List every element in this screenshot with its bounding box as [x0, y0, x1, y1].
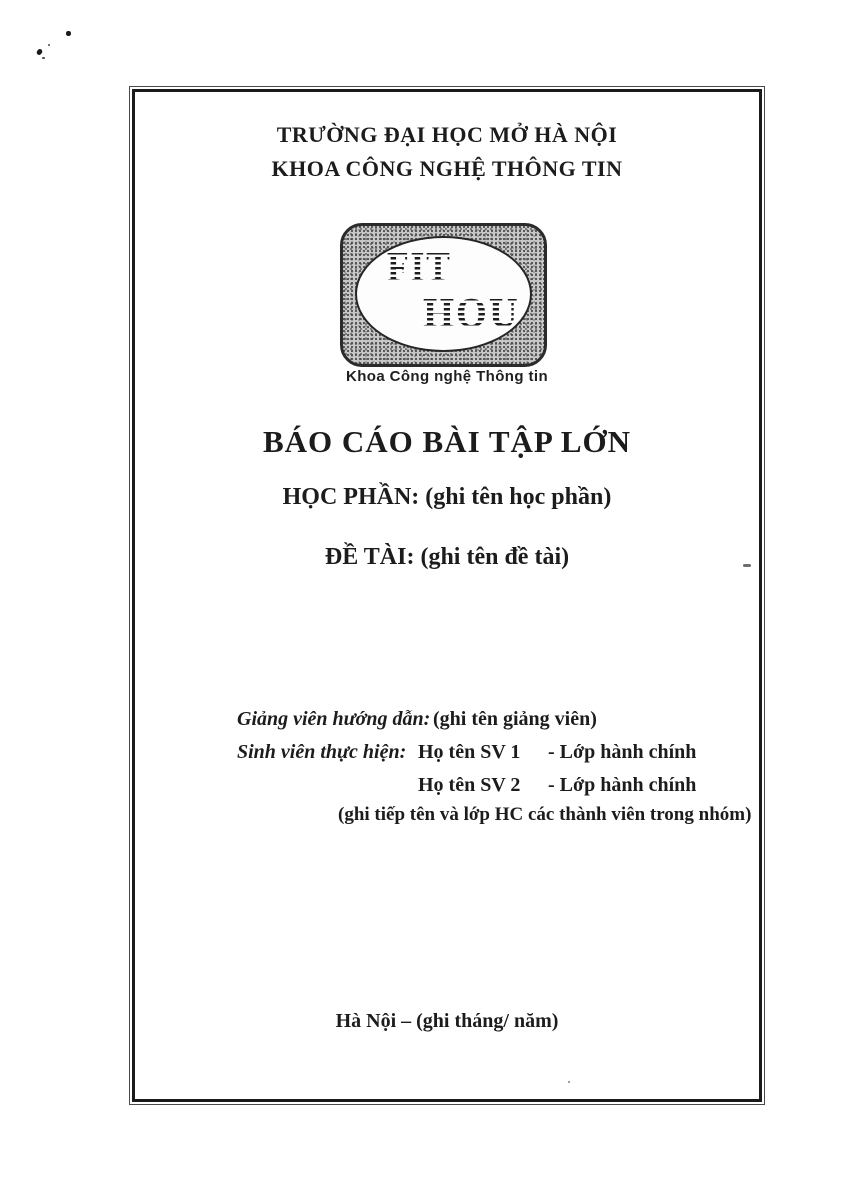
info-block — [237, 703, 696, 802]
group-members-note: (ghi tiếp tên và lớp HC các thành viên trong nhóm) — [338, 804, 752, 825]
logo-caption: Khoa Công nghệ Thông tin — [345, 368, 549, 385]
course-line — [135, 484, 759, 511]
supervisor-label: Giảng viên hướng dẫn: — [237, 708, 431, 730]
student-name: Họ tên SV 2 — [418, 774, 521, 796]
report-title: BÁO CÁO BÀI TẬP LỚN — [262, 424, 632, 459]
topic-label: ĐỀ TÀI: — [324, 544, 415, 570]
logo-acronym-hou: HOU — [423, 291, 520, 337]
fit-hou-logo — [340, 223, 547, 367]
university-name: TRƯỜNG ĐẠI HỌC MỞ HÀ NỘI — [276, 122, 618, 147]
footer-location-date: Hà Nội – (ghi tháng/ năm) — [335, 1010, 559, 1032]
supervisor-value: (ghi tên giảng viên) — [433, 708, 597, 730]
student-name: Họ tên SV 1 — [418, 741, 521, 763]
scan-speck — [42, 57, 45, 59]
faculty-name: KHOA CÔNG NGHỆ THÔNG TIN — [271, 156, 623, 181]
spacer-cell — [237, 769, 418, 802]
scan-speck — [36, 48, 44, 56]
course-label: HỌC PHẦN: — [282, 484, 420, 510]
student-class: - Lớp hành chính — [548, 741, 697, 763]
scan-speck — [66, 31, 71, 36]
document-border-frame — [132, 89, 762, 1102]
student-class: - Lớp hành chính — [548, 774, 697, 796]
logo-acronym-fit: FIT — [387, 245, 452, 291]
topic-line — [135, 544, 759, 571]
scan-speck — [48, 44, 50, 46]
topic-value: (ghi tên đề tài) — [420, 544, 570, 570]
document-header — [135, 118, 759, 186]
course-value: (ghi tên học phần) — [425, 484, 612, 510]
students-label: Sinh viên thực hiện: — [237, 741, 407, 763]
